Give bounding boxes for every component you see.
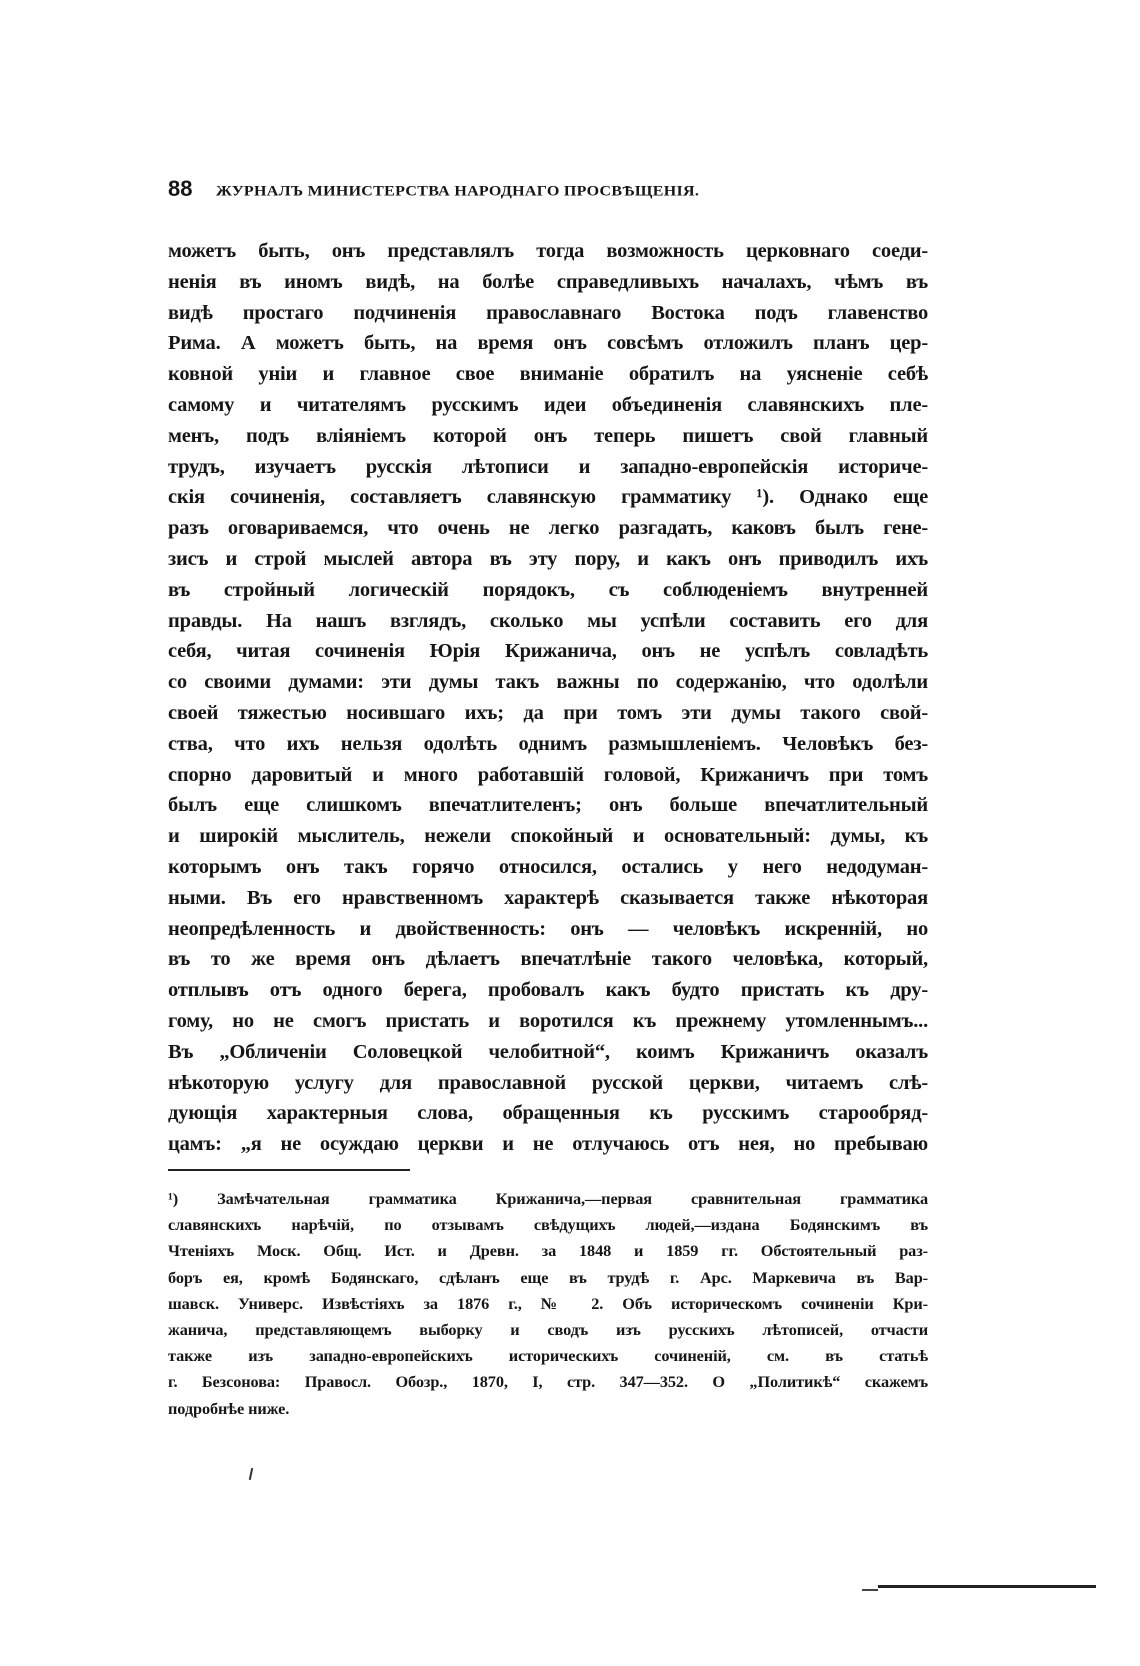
body-line: отплывъ отъ одного берега, пробовалъ какъ будто пристать къ дру- — [168, 979, 928, 1002]
body-line: былъ еще слишкомъ впечатлителенъ; онъ больше впечатлительный — [168, 794, 928, 817]
body-line: которымъ онъ такъ горячо относился, остались у него недодуман- — [168, 855, 928, 878]
body-line: своей тяжестью носившаго ихъ; да при томъ эти думы такого свой- — [168, 701, 928, 724]
body-line: ненія въ иномъ видѣ, на болѣе справедливыхъ началахъ, чѣмъ въ — [168, 270, 928, 293]
footnote-line: Чтеніяхъ Моск. Общ. Ист. и Древн. за 1848 и 1859 гг. Обстоятельный раз- — [168, 1241, 928, 1261]
running-head: ЖУРНАЛЪ МИНИСТЕРСТВА НАРОДНАГО ПРОСВѢЩЕНІЯ. — [216, 183, 700, 200]
body-line: зисъ и строй мыслей автора въ эту пору, и какъ онъ приводилъ ихъ — [168, 547, 928, 570]
body-line: цамъ: „я не осуждаю церкви и не отлучаюсь отъ нея, но пребываю — [168, 1133, 928, 1156]
body-text — [168, 236, 928, 1160]
body-line: трудъ, изучаетъ русскія лѣтописи и западно-европейскія историче- — [168, 455, 928, 478]
scan-speck — [249, 1468, 253, 1480]
footnote-line: подробнѣе ниже. — [168, 1398, 290, 1418]
body-line: самому и читателямъ русскимъ идеи объединенія славянскихъ пле- — [168, 393, 928, 416]
body-line: Рима. А можетъ быть, на время онъ совсѣмъ отложилъ планъ цер- — [168, 332, 928, 355]
body-line: ными. Въ его нравственномъ характерѣ сказывается также нѣкоторая — [168, 886, 928, 909]
body-line: спорно даровитый и много работавшій головой, Крижаничъ при томъ — [168, 763, 928, 786]
scan-edge-bar — [878, 1585, 1096, 1588]
body-line: въ то же время онъ дѣлаетъ впечатлѣніе такого человѣка, который, — [168, 948, 928, 971]
body-line: разъ оговариваемся, что очень не легко разгадать, каковъ былъ гене- — [168, 517, 928, 540]
footnote-line: славянскихъ нарѣчій, по отзывамъ свѣдущихъ людей,—издана Бодянскимъ въ — [168, 1215, 928, 1235]
body-line: гому, но не смогъ пристать и воротился къ прежнему утомленнымъ... — [168, 1009, 928, 1032]
footnote-line: ¹) Замѣчательная грамматика Крижанича,—первая сравнительная грамматика — [168, 1189, 928, 1208]
body-line: Въ „Обличеніи Соловецкой челобитной“, коимъ Крижаничъ оказалъ — [168, 1040, 928, 1063]
footnote-line: боръ ея, кромѣ Бодянскаго, сдѣланъ еще въ трудѣ г. Арс. Маркевича въ Вар- — [168, 1267, 928, 1287]
body-line: ства, что ихъ нельзя одолѣть однимъ размышленіемъ. Человѣкъ без- — [168, 732, 928, 755]
footnote-divider — [168, 1169, 410, 1171]
body-line: правды. На нашъ взглядъ, сколько мы успѣли составить его для — [168, 609, 928, 632]
footnote — [168, 1186, 928, 1422]
body-line: неопредѣленность и двойственность: онъ — человѣкъ искренній, но — [168, 917, 928, 940]
footnote-line: также изъ западно-европейскихъ историческихъ сочиненій, см. въ статьѣ — [168, 1346, 928, 1366]
body-line: и широкій мыслитель, нежели спокойный и основательный: думы, къ — [168, 825, 928, 848]
body-line: можетъ быть, онъ представлялъ тогда возможность церковнаго соеди- — [168, 240, 928, 262]
page-number: 88 — [168, 176, 193, 201]
footnote-line: шавск. Универс. Извѣстіяхъ за 1876 г., № 2. Объ историческомъ сочиненіи Кри- — [168, 1293, 928, 1313]
body-line: со своими думами: эти думы такъ важны по содержанію, что одолѣли — [168, 671, 928, 694]
page-header — [168, 176, 928, 216]
body-line: скія сочиненія, составляетъ славянскую грамматику ¹). Однако еще — [168, 486, 928, 509]
footnote-line: г. Безсонова: Правосл. Обозр., 1870, I, стр. 347—352. О „Политикѣ“ скажемъ — [168, 1372, 928, 1392]
footnote-line: жанича, представляющемъ выборку и сводъ изъ русскихъ лѣтописей, отчасти — [168, 1319, 928, 1339]
body-line: менъ, подъ вліяніемъ которой онъ теперь пишетъ свой главный — [168, 424, 928, 447]
body-line: видѣ простаго подчиненія православнаго Востока подъ главенство — [168, 301, 928, 324]
body-line: себя, читая сочиненія Юрія Крижанича, онъ не успѣлъ совладѣть — [168, 640, 928, 663]
body-line: нѣкоторую услугу для православной русской церкви, читаемъ слѣ- — [168, 1071, 928, 1094]
scan-edge-mark — [862, 1589, 878, 1591]
body-line: въ стройный логическій порядокъ, съ соблюденіемъ внутренней — [168, 578, 928, 601]
body-line: ковной уніи и главное свое вниманіе обратилъ на уясненіе себѣ — [168, 363, 928, 386]
body-line: дующія характерныя слова, обращенныя къ русскимъ старообряд- — [168, 1102, 928, 1125]
